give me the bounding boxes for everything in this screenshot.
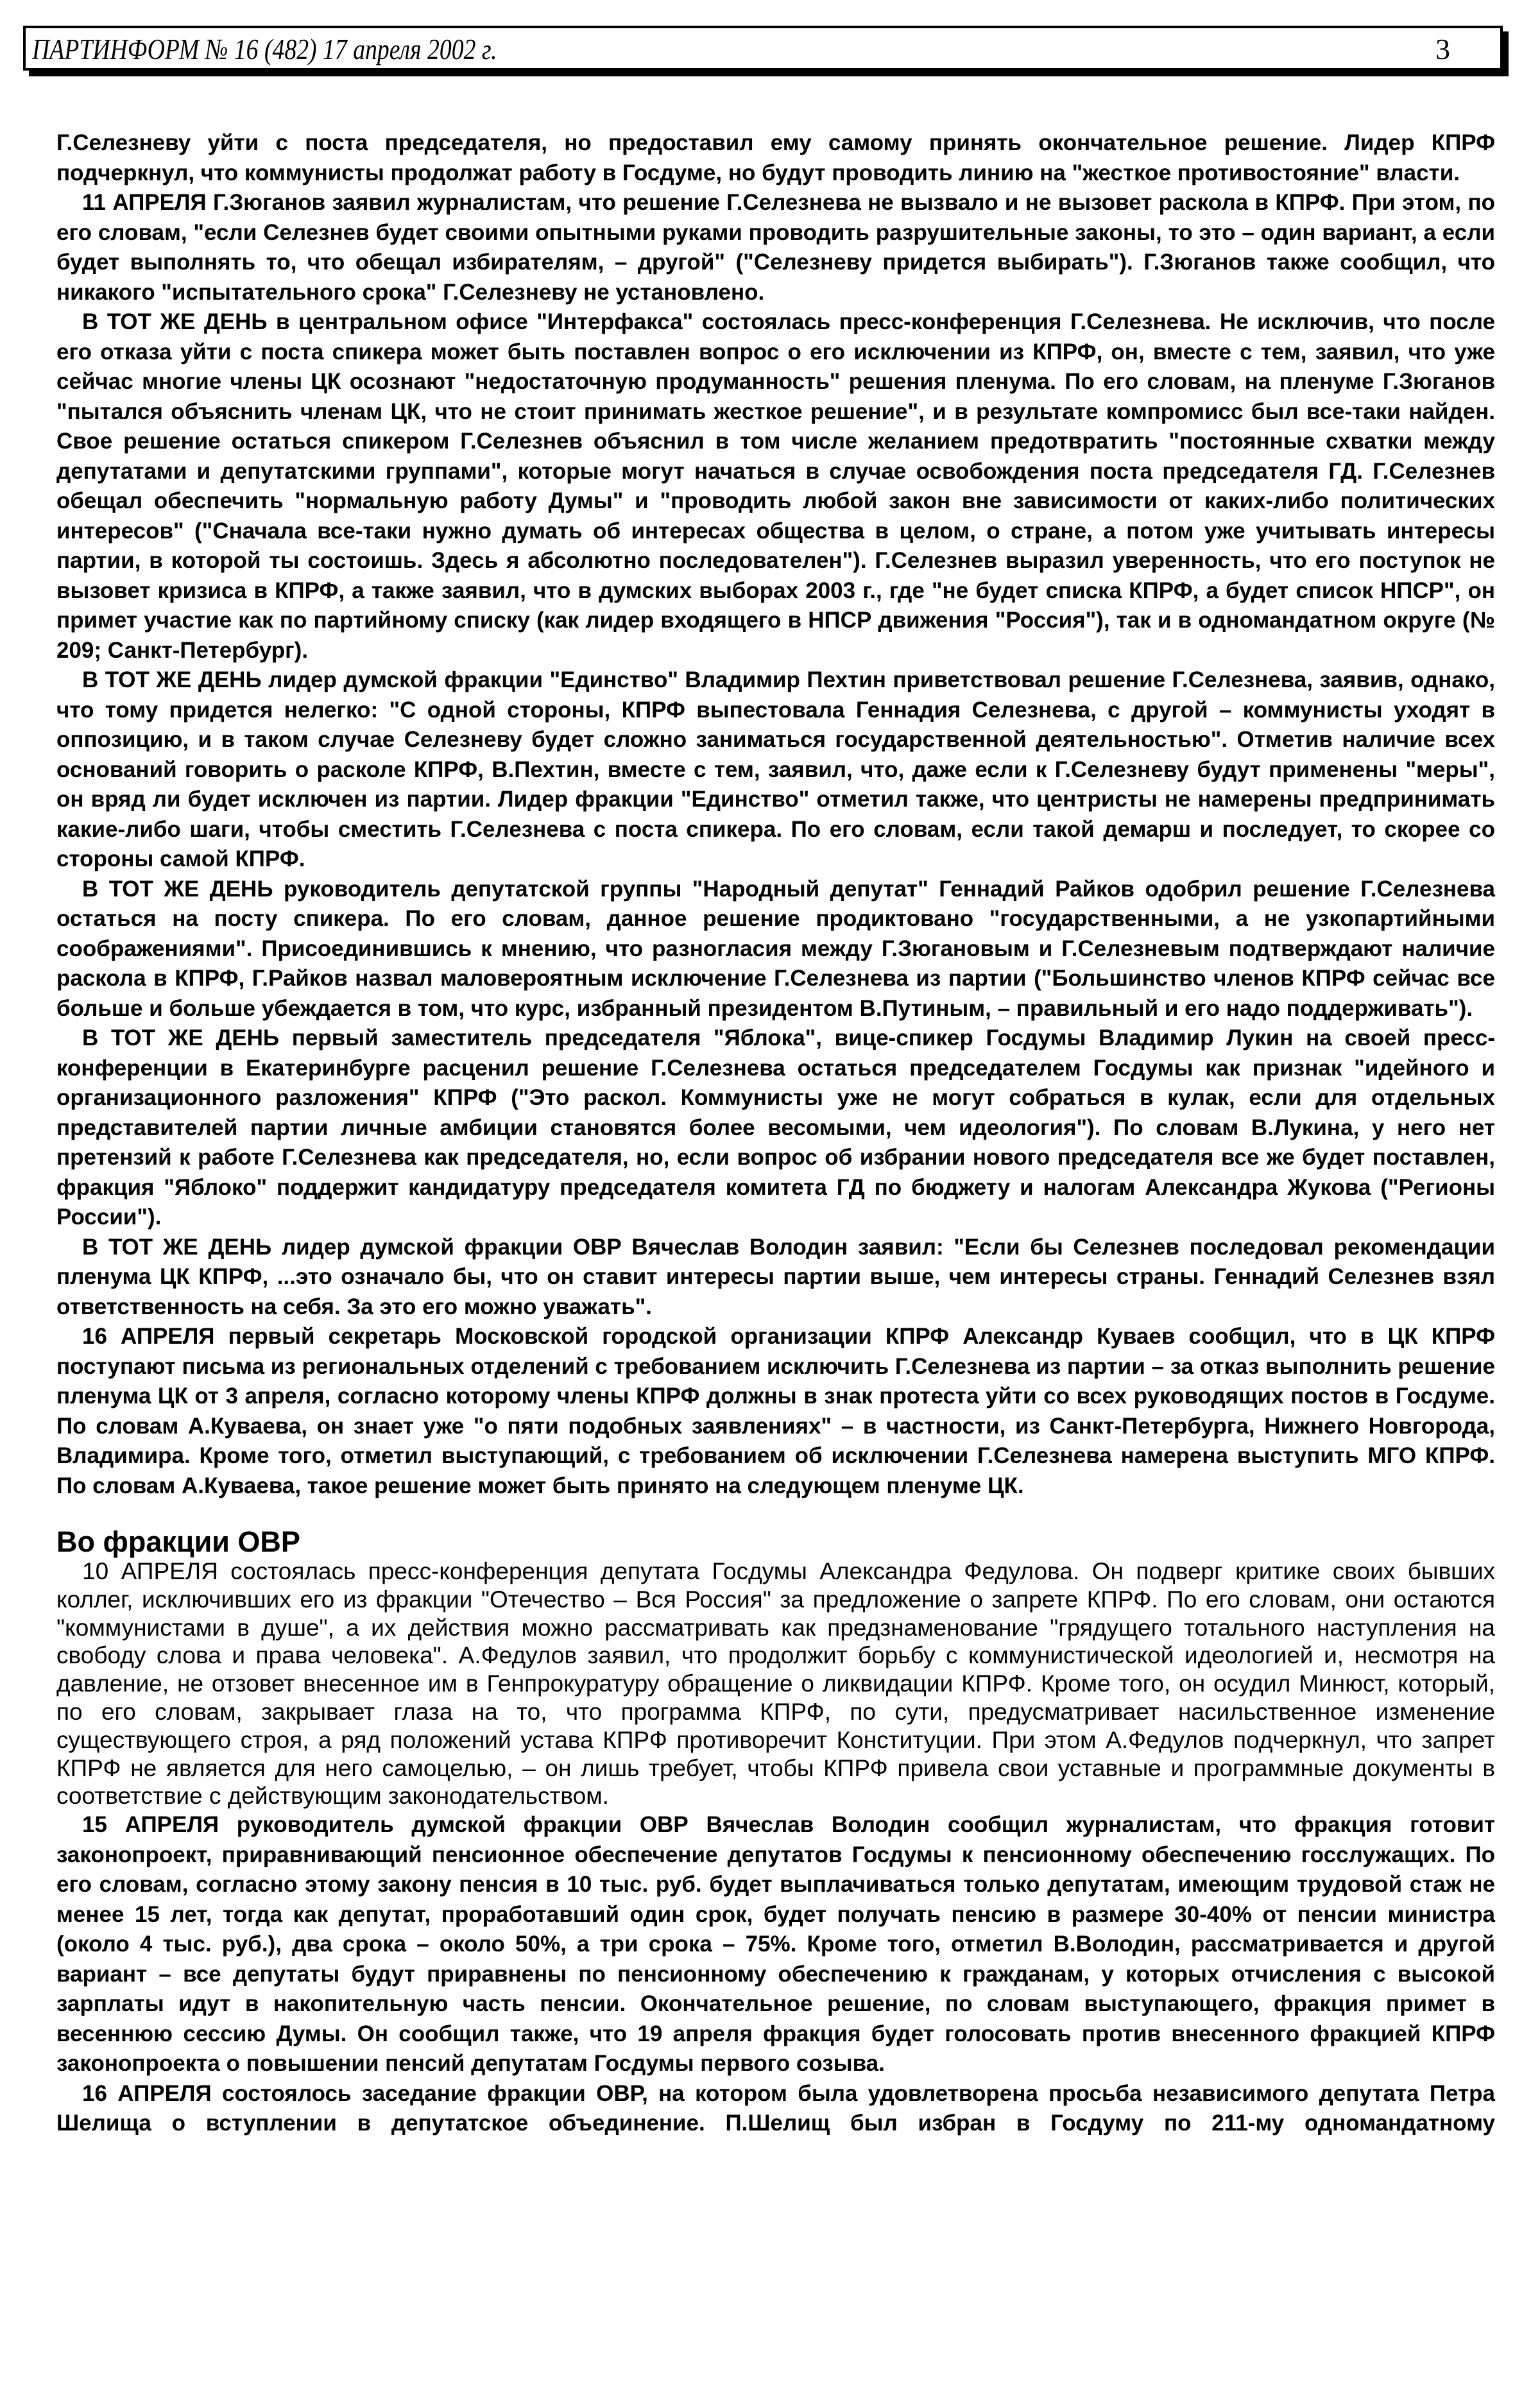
- publication-title: ПАРТИНФОРМ № 16 (482) 17 апреля 2002 г.: [32, 33, 497, 65]
- paragraph: 11 АПРЕЛЯ Г.Зюганов заявил журналистам, что решение Г.Селезнева не вызвало и не вызовет раскола в КПРФ. При этом, по его словам, "если Селезнев будет своими опытными руками проводить разрушительные законы, то это – один вариант, а если будет выполнять то, что обещал избирателям, – другой" ("Селезневу придется выбирать"). Г.Зюганов также сообщил, что никакого "испытательного срока" Г.Селезневу не установлено.: [56, 190, 1495, 305]
- paragraph: 15 АПРЕЛЯ руководитель думской фракции ОВР Вячеслав Володин сообщил журналистам, что фракция готовит законопроект, приравнивающий пенсионное обеспечение депутатов Госдумы к пенсионному обеспечению госслужащих. По его словам, согласно этому закону пенсия в 10 тыс. руб. будет выплачиваться только депутатам, имеющим трудовой стаж не менее 15 лет, тогда как депутат, проработавший один срок, будет получать пенсию в размере 30-40% от пенсии министра (около 4 тыс. руб.), два срока – около 50%, а три срока – 75%. Кроме того, отметил В.Володин, рассматривается и другой вариант – все депутаты будут приравнены по пенсионному обеспечению к гражданам, у которых отчисления с высокой зарплаты идут в накопительную часть пенсии. Окончательное решение, по словам выступающего, фракция примет в весеннюю сессию Думы. Он сообщил также, что 19 апреля фракция будет голосовать против внесенного фракцией КПРФ законопроекта о повышении пенсий депутатам Госдумы первого созыва.: [56, 1812, 1495, 2077]
- paragraph: 16 АПРЕЛЯ первый секретарь Московской городской организации КПРФ Александр Куваев сообщил, что в ЦК КПРФ поступают письма из региональных отделений с требованием исключить Г.Селезнева из партии – за отказ выполнить решение пленума ЦК от 3 апреля, согласно которому члены КПРФ должны в знак протеста уйти со всех руководящих постов в Госдуме. По словам А.Куваева, он знает уже "о пяти подобных заявлениях" – в частности, из Санкт-Петербурга, Нижнего Новгорода, Владимира. Кроме того, отметил выступающий, с требованием об исключении Г.Селезнева намерена выступить МГО КПРФ. По словам А.Куваева, такое решение может быть принято на следующем пленуме ЦК.: [56, 1324, 1495, 1498]
- article-body: [56, 128, 1495, 2139]
- paragraph: В ТОТ ЖЕ ДЕНЬ руководитель депутатской группы "Народный депутат" Геннадий Райков одобрил решение Г.Селезнева остаться на посту спикера. По его словам, данное решение продиктовано "государственными, а не узкопартийными соображениями". Присоединившись к мнению, что разногласия между Г.Зюгановым и Г.Селезневым подтверждают наличие раскола в КПРФ, Г.Райков назвал маловероятным исключение Г.Селезнева из партии ("Большинство членов КПРФ сейчас все больше и больше убеждается в том, что курс, избранный президентом В.Путиным, – правильный и его надо поддерживать").: [56, 876, 1495, 1021]
- paragraph: 10 АПРЕЛЯ состоялась пресс-конференция депутата Госдумы Александра Федулова. Он подверг критике своих бывших коллег, исключивших его из фракции "Отечество – Вся Россия" за предложение о запрете КПРФ. По его словам, они остаются "коммунистами в душе", а их действия можно рассматривать как предзнаменование "грядущего тотального наступления на свободу слова и права человека". А.Федулов заявил, что продолжит борьбу с коммунистической идеологией и, несмотря на давление, не отзовет внесенное им в Генпрокуратуру обращение о ликвидации КПРФ. Кроме того, он осудил Минюст, который, по его словам, закрывает глаза на то, что программа КПРФ, по сути, предусматривает насильственное изменение существующего строя, а ряд положений устава КПРФ противоречит Конституции. При этом А.Федулов подчеркнул, что запрет КПРФ не является для него самоцелью, – он лишь требует, чтобы КПРФ привела свои уставные и программные документы в соответствие с действующим законодательством.: [56, 1558, 1495, 1810]
- paragraph: В ТОТ ЖЕ ДЕНЬ первый заместитель председателя "Яблока", вице-спикер Госдумы Владимир Лукин на своей пресс-конференции в Екатеринбурге расценил решение Г.Селезнева остаться председателем Госдумы как признак "идейного и организационного разложения" КПРФ ("Это раскол. Коммунисты уже не могут собраться в кулак, если для отдельных представителей партии личные амбиции становятся более весомыми, чем идеология"). По словам В.Лукина, у него нет претензий к работе Г.Селезнева как председателя, но, если вопрос об избрании нового председателя все же будет поставлен, фракция "Яблоко" поддержит кандидатуру председателя комитета ГД по бюджету и налогам Александра Жукова ("Регионы России").: [56, 1025, 1495, 1230]
- paragraph: 16 АПРЕЛЯ состоялось заседание фракции ОВР, на котором была удовлетворена просьба независимого депутата Петра Шелища о вступлении в депутатское объединение. П.Шелищ был избран в Госдуму по 211-му одномандатному: [56, 2080, 1495, 2136]
- page-number: 3: [1435, 33, 1450, 65]
- paragraph: Г.Селезневу уйти с поста председателя, но предоставил ему самому принять окончательное решение. Лидер КПРФ подчеркнул, что коммунисты продолжат работу в Госдуме, но будут проводить линию на "жесткое противостояние" власти.: [56, 130, 1495, 185]
- paragraph: В ТОТ ЖЕ ДЕНЬ в центральном офисе "Интерфакса" состоялась пресс-конференция Г.Селезнева. Не исключив, что после его отказа уйти с поста спикера может быть поставлен вопрос о его исключении из КПРФ, он, вместе с тем, заявил, что уже сейчас многие члены ЦК осознают "недостаточную продуманность" решения пленума. По его словам, на пленуме Г.Зюганов "пытался объяснить членам ЦК, что не стоит принимать жесткое решение", и в результате компромисс был все-таки найден. Свое решение остаться спикером Г.Селезнев объяснил в том числе желанием предотвратить "постоянные схватки между депутатами и депутатскими группами", которые могут начаться в случае освобождения поста председателя ГД. Г.Селезнев обещал обеспечить "нормальную работу Думы" и "проводить любой закон вне зависимости от каких-либо политических интересов" ("Сначала все-таки нужно думать об интересах общества в целом, о стране, а потом уже учитывать интересы партии, в которой ты состоишь. Здесь я абсолютно последователен"). Г.Селезнев выразил уверенность, что его поступок не вызовет кризиса в КПРФ, а также заявил, что в думских выборах 2003 г., где "не будет списка КПРФ, а будет список НПСР", он примет участие как по партийному списку (как лидер входящего в НПСР движения "Россия"), так и в одномандатном округе (№ 209; Санкт-Петербург).: [56, 309, 1495, 663]
- paragraph: В ТОТ ЖЕ ДЕНЬ лидер думской фракции ОВР Вячеслав Володин заявил: "Если бы Селезнев последовал рекомендации пленума ЦК КПРФ, ...это означало бы, что он ставит интересы партии выше, чем интересы страны. Геннадий Селезнев взял ответственность на себя. За это его можно уважать".: [56, 1234, 1495, 1319]
- paragraph: В ТОТ ЖЕ ДЕНЬ лидер думской фракции "Единство" Владимир Пехтин приветствовал решение Г.Селезнева, заявив, однако, что тому придется нелегко: "С одной стороны, КПРФ выпестовала Геннадия Селезнева, с другой – коммунисты уходят в оппозицию, и в таком случае Селезневу будет сложно заниматься государственной деятельностью". Отметив наличие всех оснований говорить о расколе КПРФ, В.Пехтин, вместе с тем, заявил, что, даже если к Г.Селезневу будут применены "меры", он вряд ли будет исключен из партии. Лидер фракции "Единство" отметил также, что центристы не намерены предпринимать какие-либо шаги, чтобы сместить Г.Селезнева с поста спикера. По его словам, если такой демарш и последует, то скорее со стороны самой КПРФ.: [56, 667, 1495, 871]
- page-header: [23, 26, 1503, 71]
- section-heading: Во фракции ОВР: [56, 1525, 300, 1558]
